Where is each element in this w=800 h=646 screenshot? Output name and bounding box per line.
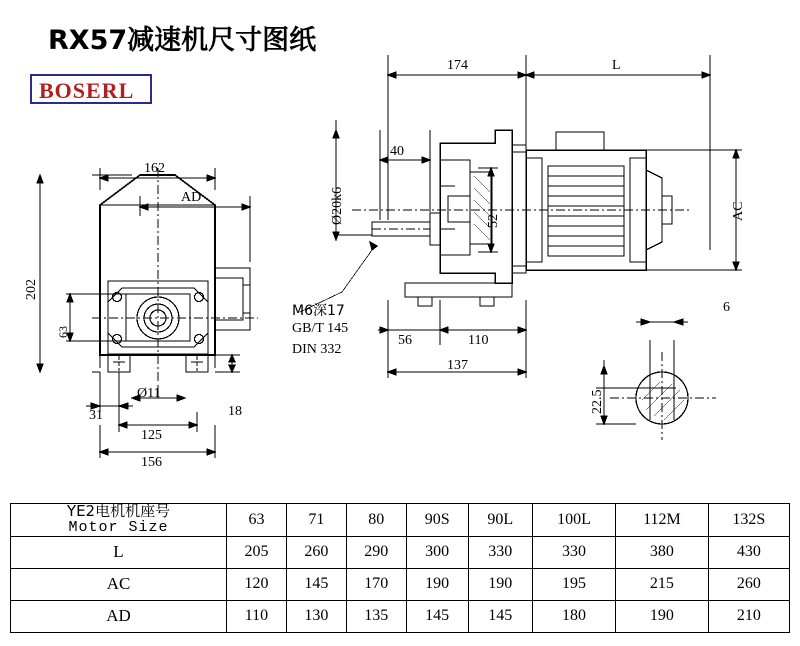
table-cell: 145: [286, 568, 346, 600]
table-cell: 110: [227, 600, 287, 632]
table-cell: 205: [227, 536, 287, 568]
dim-63: 63: [56, 326, 70, 338]
dim-d20k6: Ø20k6: [330, 186, 345, 225]
dim-ac: AC: [731, 201, 746, 221]
table-cell: 210: [708, 600, 789, 632]
dim-162: 162: [144, 161, 165, 176]
dim-ad: AD: [181, 190, 202, 205]
dim-22-5: 22.5: [590, 389, 605, 414]
dim-18: 18: [228, 404, 242, 419]
table-cell: 260: [708, 568, 789, 600]
table-cell: 195: [532, 568, 615, 600]
table-row: [11, 568, 790, 600]
dim-156: 156: [141, 455, 162, 470]
table-row-label: AC: [11, 568, 227, 600]
table-row-header: [11, 504, 790, 537]
dim-52: 52: [486, 214, 501, 228]
table-cell: 260: [286, 536, 346, 568]
table-cell: 71: [286, 504, 346, 537]
table-cell: 330: [468, 536, 532, 568]
table-header-label-cn: YE2电机机座号: [66, 502, 171, 520]
table-cell: 330: [532, 536, 615, 568]
table-cell: 215: [616, 568, 709, 600]
dim-56: 56: [398, 333, 412, 348]
table-cell: 135: [346, 600, 406, 632]
table-cell: 290: [346, 536, 406, 568]
table-cell: 190: [406, 568, 468, 600]
dim-174: 174: [447, 58, 468, 73]
dim-110: 110: [468, 333, 489, 348]
table-cell: 180: [532, 600, 615, 632]
dim-202: 202: [24, 279, 39, 300]
table-header-label-en: Motor Size: [68, 518, 169, 536]
note-din332: DIN 332: [292, 342, 342, 357]
dim-6: 6: [723, 300, 730, 315]
table-cell: 90L: [468, 504, 532, 537]
dim-40: 40: [390, 144, 404, 159]
table-cell: 190: [468, 568, 532, 600]
table-cell: 112M: [616, 504, 709, 537]
table-header-label: [11, 504, 227, 537]
dim-137: 137: [447, 358, 468, 373]
table-cell: 90S: [406, 504, 468, 537]
page-title: RX57减速机尺寸图纸: [48, 25, 317, 56]
table-cell: 63: [227, 504, 287, 537]
table-row: [11, 600, 790, 632]
motor-size-table: [10, 503, 790, 633]
table-cell: 190: [616, 600, 709, 632]
table-cell: 430: [708, 536, 789, 568]
table-cell: 100L: [532, 504, 615, 537]
note-m6: M6深17: [292, 303, 345, 319]
table-row-label: AD: [11, 600, 227, 632]
table-cell: 145: [468, 600, 532, 632]
table-cell: 380: [616, 536, 709, 568]
table-cell: 80: [346, 504, 406, 537]
dim-31: 31: [89, 408, 103, 423]
table-cell: 300: [406, 536, 468, 568]
brand-logo-text: BOSERL: [39, 78, 135, 103]
table-cell: 132S: [708, 504, 789, 537]
table-cell: 120: [227, 568, 287, 600]
table-row-label: L: [11, 536, 227, 568]
table-cell: 130: [286, 600, 346, 632]
dim-L: L: [612, 58, 621, 73]
table-cell: 145: [406, 600, 468, 632]
table-cell: 170: [346, 568, 406, 600]
dim-d11: Ø11: [137, 386, 161, 401]
dim-125: 125: [141, 428, 162, 443]
table-row: [11, 536, 790, 568]
note-gbt145: GB/T 145: [292, 321, 349, 336]
